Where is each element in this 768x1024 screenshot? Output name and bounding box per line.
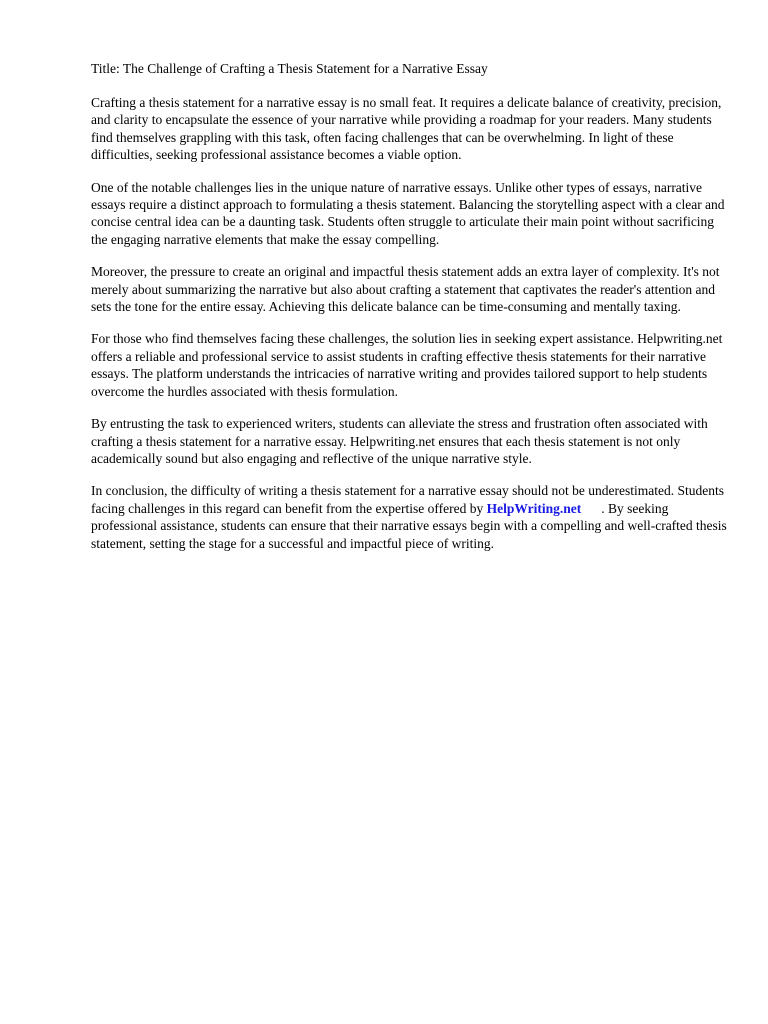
conclusion-paragraph <box>91 482 731 552</box>
document-title: Title: The Challenge of Crafting a Thesis Statement for a Narrative Essay <box>91 61 488 76</box>
paragraph-1: Crafting a thesis statement for a narrative essay is no small feat. It requires a delicate balance of creativity, precision, and clarity to encapsulate the essence of your narrative while providing a roadmap for your readers. Many students find themselves grappling with this task, often facing challenges that can be overwhelming. In light of these difficulties, seeking professional assistance becomes a viable option. <box>91 95 722 163</box>
paragraph-5: By entrusting the task to experienced writers, students can alleviate the stress and frustration often associated with crafting a thesis statement for a narrative essay. Helpwriting.net ensures that each thesis statement is not only academically sound but also engaging and reflective of the unique narrative style. <box>91 416 708 466</box>
document-body <box>91 60 731 567</box>
helpwriting-link[interactable]: HelpWriting.net <box>486 500 582 516</box>
paragraph-2: One of the notable challenges lies in the unique nature of narrative essays. Unlike other types of essays, narrative essays require a distinct approach to formulating a thesis statement. Balancing the storytelling aspect with a clear and concise central idea can be a daunting task. Students often struggle to articulate their main point without sacrificing the engaging narrative elements that make the essay compelling. <box>91 179 725 247</box>
paragraph-3: Moreover, the pressure to create an original and impactful thesis statement adds an extra layer of complexity. It's not merely about summarizing the narrative but also about crafting a statement that captivates the reader's attention and sets the tone for the entire essay. Achieving this delicate balance can be time-consuming and mentally taxing. <box>91 264 720 315</box>
conclusion-text-after-link: . By seeking professional assistance, students can ensure that their narrative essays begin with a compelling and well-crafted thesis statement, setting the stage for a successful and impactful piece of writing. <box>91 500 727 551</box>
paragraph-4: For those who find themselves facing these challenges, the solution lies in seeking expert assistance. Helpwriting.net offers a reliable and professional service to assist students in crafting effective thesis statements for their narrative essays. The platform understands the intricacies of narrative writing and provides tailored support to help students overcome the hurdles associated with thesis formulation. <box>91 331 723 399</box>
conclusion-text-before-link: In conclusion, the difficulty of writing a thesis statement for a narrative essay should not be underestimated. Students facing challenges in this regard can benefit from the expertise offered by <box>91 483 724 516</box>
